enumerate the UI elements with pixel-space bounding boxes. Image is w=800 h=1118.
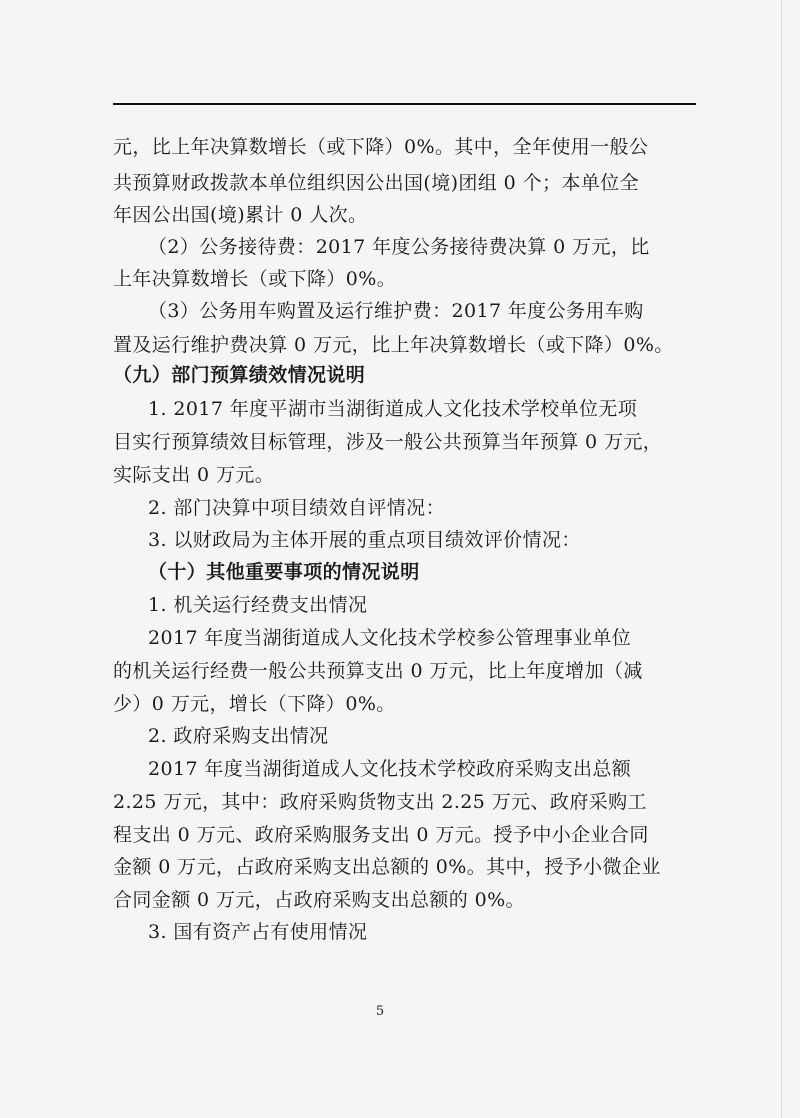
text-line: 1. 机关运行经费支出情况	[148, 594, 368, 616]
text-line: 元，比上年决算数增长（或下降）0%。其中，全年使用一般公	[113, 136, 649, 158]
text-line: 2.25 万元，其中：政府采购货物支出 2.25 万元、政府采购工	[113, 791, 647, 813]
text-line: 上年决算数增长（或下降）0%。	[113, 268, 397, 290]
header-rule	[113, 103, 696, 105]
text-line: 的机关运行经费一般公共预算支出 0 万元，比上年度增加（减	[113, 660, 643, 682]
text-line: 3. 以财政局为主体开展的重点项目绩效评价情况：	[148, 529, 581, 551]
text-line: 少）0 万元，增长（下降）0%。	[113, 693, 396, 715]
text-line: 3. 国有资产占有使用情况	[148, 921, 368, 943]
text-line: 年因公出国(境)累计 0 人次。	[113, 204, 368, 226]
page-number: 5	[375, 1004, 385, 1019]
text-line: 金额 0 万元，占政府采购支出总额的 0%。其中，授予小微企业	[113, 856, 661, 878]
section-heading: （十）其他重要事项的情况说明	[148, 561, 420, 583]
text-line: 程支出 0 万元、政府采购服务支出 0 万元。授予中小企业合同	[113, 824, 649, 846]
text-line: 2017 年度当湖街道成人文化技术学校参公管理事业单位	[148, 627, 632, 649]
text-line: 共预算财政拨款本单位组织因公出国(境)团组 0 个；本单位全	[113, 172, 639, 194]
text-line: 1. 2017 年度平湖市当湖街道成人文化技术学校单位无项	[148, 398, 638, 420]
section-heading: （九）部门预算绩效情况说明	[113, 364, 366, 386]
text-line: 2. 部门决算中项目绩效自评情况：	[148, 497, 445, 519]
text-line: 目实行预算绩效目标管理，涉及一般公共预算当年预算 0 万元，	[113, 431, 663, 453]
text-line: 合同金额 0 万元，占政府采购支出总额的 0%。	[113, 889, 525, 911]
text-line: （2）公务接待费：2017 年度公务接待费决算 0 万元，比	[148, 236, 650, 258]
text-line: （3）公务用车购置及运行维护费：2017 年度公务用车购	[148, 300, 644, 322]
text-line: 置及运行维护费决算 0 万元，比上年决算数增长（或下降）0%。	[113, 334, 674, 356]
page-edge	[781, 0, 782, 1118]
text-line: 2. 政府采购支出情况	[148, 725, 329, 747]
text-line: 2017 年度当湖街道成人文化技术学校政府采购支出总额	[148, 758, 632, 780]
text-line: 实际支出 0 万元。	[113, 464, 275, 486]
